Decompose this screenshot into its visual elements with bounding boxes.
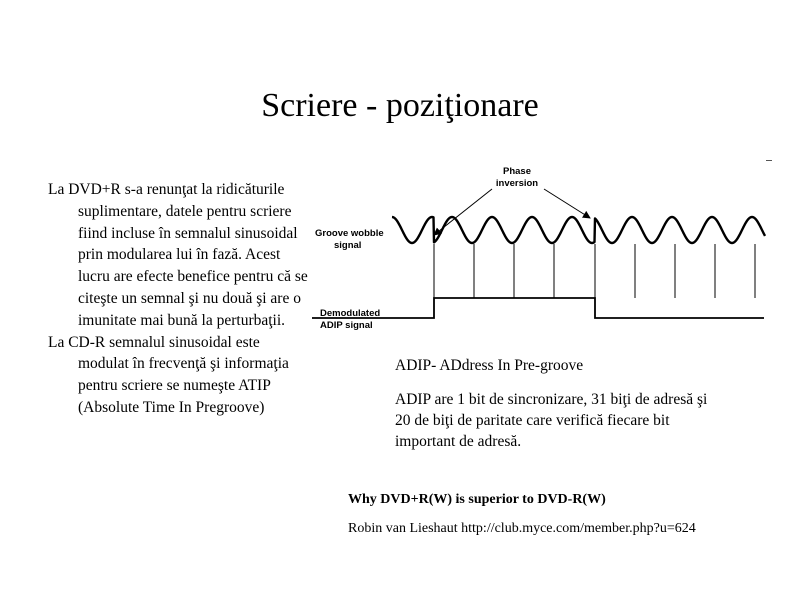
- adip-title: ADIP- ADdress In Pre-groove: [395, 357, 584, 374]
- demodulated-label-2: ADIP signal: [320, 320, 373, 331]
- reference-title: Why DVD+R(W) is superior to DVD-R(W): [348, 492, 606, 507]
- reference-author: Robin van Lieshaut http://club.myce.com/member.php?u=624: [348, 521, 696, 536]
- bullet-dvd-plus-r: La DVD+R s-a renunţat la ridicăturile suplimentare, datele pentru scriere fiind incluse în semnalul sinusoidal prin modularea lui în fază. Acest lucru are efecte benefice pentru că se citeşte un semnal şi nu două şi are o imunitate mai bună la perturbaţii.: [48, 181, 308, 329]
- phase-inversion-label-1: Phase: [503, 166, 531, 177]
- bullet-cd-r: La CD-R semnalul sinusoidal este modulat în frecvenţă şi informaţia pentru scriere se numeşte ATIP (Absolute Time In Pregroove): [48, 333, 289, 416]
- corner-mark: [766, 160, 772, 161]
- adip-description: ADIP are 1 bit de sincronizare, 31 biţi de adresă şi 20 de biţi de paritate care verifică fiecare bit important de adresă.: [395, 391, 708, 450]
- phase-inversion-label-2: inversion: [495, 178, 539, 189]
- wobble-diagram: [312, 150, 782, 335]
- groove-wobble-wave: [392, 217, 765, 243]
- bullet-list: [48, 179, 310, 419]
- phase-arrow-right: [544, 189, 590, 218]
- slide-title: Scriere - poziţionare: [261, 87, 539, 124]
- clock-lines: [434, 244, 755, 298]
- demodulated-label-1: Demodulated: [320, 308, 381, 319]
- groove-wobble-label-1: Groove wobble: [315, 228, 384, 239]
- groove-wobble-label-2: signal: [334, 240, 362, 251]
